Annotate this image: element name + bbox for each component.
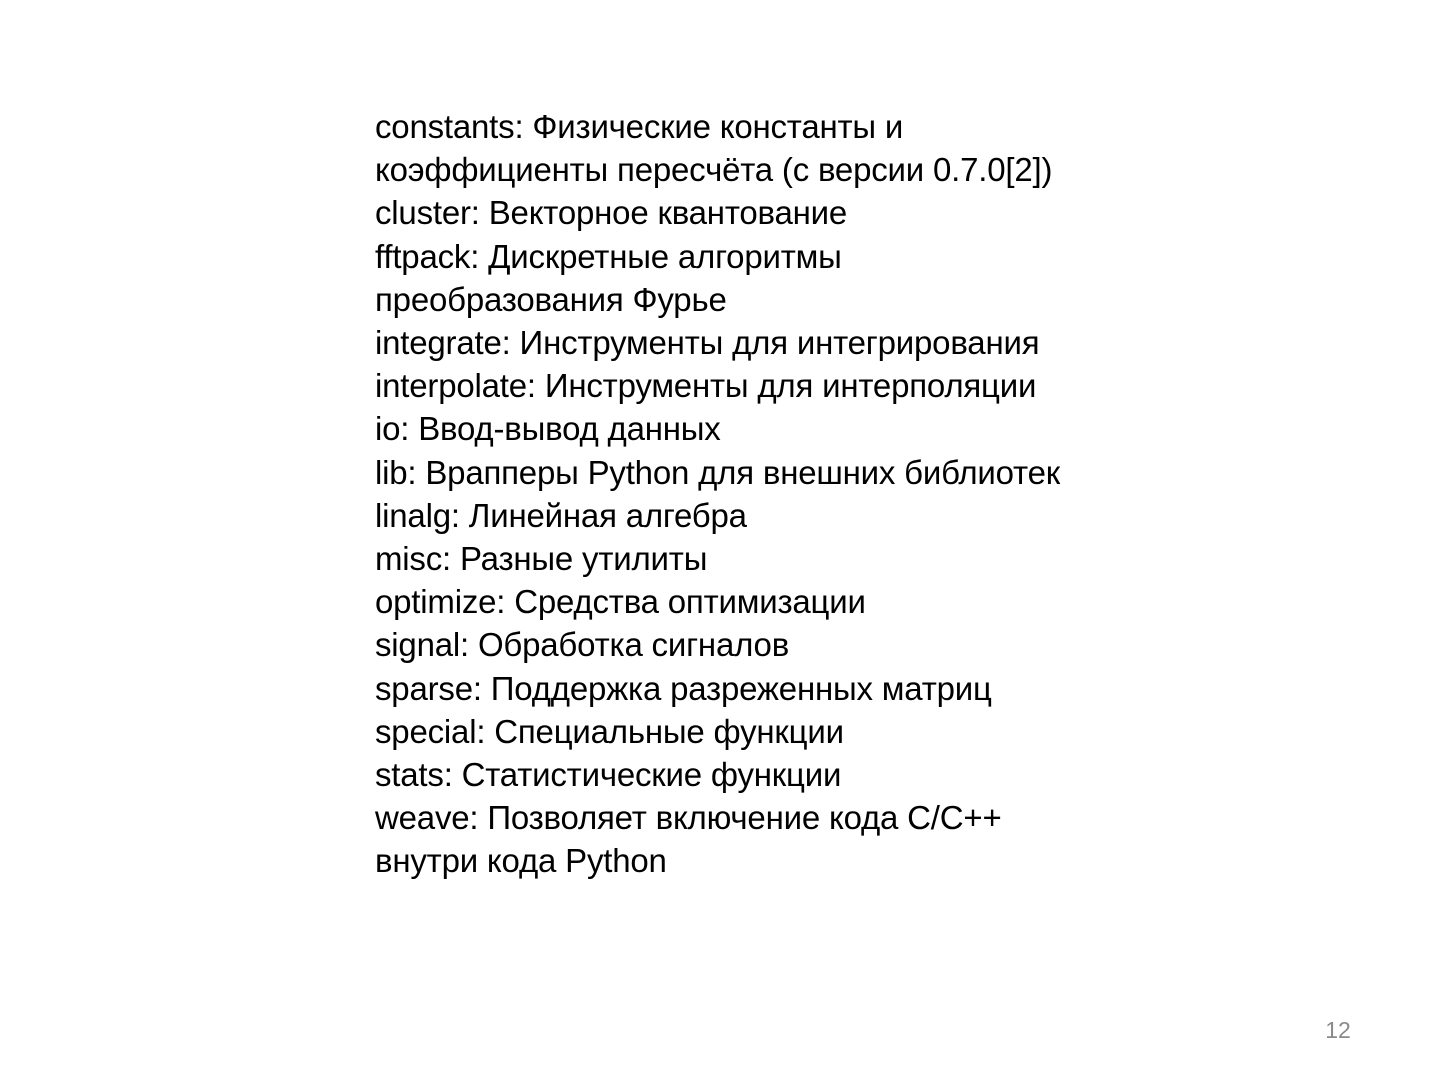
list-item: stats: Статистические функции [375,756,842,794]
list-item: linalg: Линейная алгебра [375,496,747,534]
list-item: interpolate: Инструменты для интерполяции [375,367,1037,405]
list-item: cluster: Векторное квантование [375,194,848,232]
list-item: lib: Врапперы Python для внешних библиотек [375,453,1060,491]
list-item: sparse: Поддержка разреженных матриц [375,669,992,707]
list-item: signal: Обработка сигналов [375,626,790,664]
page-number: 12 [1325,1017,1351,1043]
list-item: integrate: Инструменты для интегрирования [375,324,1040,362]
list-item: constants: Физические константы и коэффициенты пересчёта (с версии 0.7.0[2]) [375,108,1053,189]
list-item: misc: Разные утилиты [375,540,708,578]
list-item: special: Специальные функции [375,712,844,750]
list-item: io: Ввод-вывод данных [375,410,721,448]
module-list [375,105,1075,883]
list-item: optimize: Средства оптимизации [375,583,866,621]
list-item: fftpack: Дискретные алгоритмы преобразования Фурье [375,237,842,318]
list-item: weave: Позволяет включение кода C/C++ внутри кода Python [375,799,1002,880]
